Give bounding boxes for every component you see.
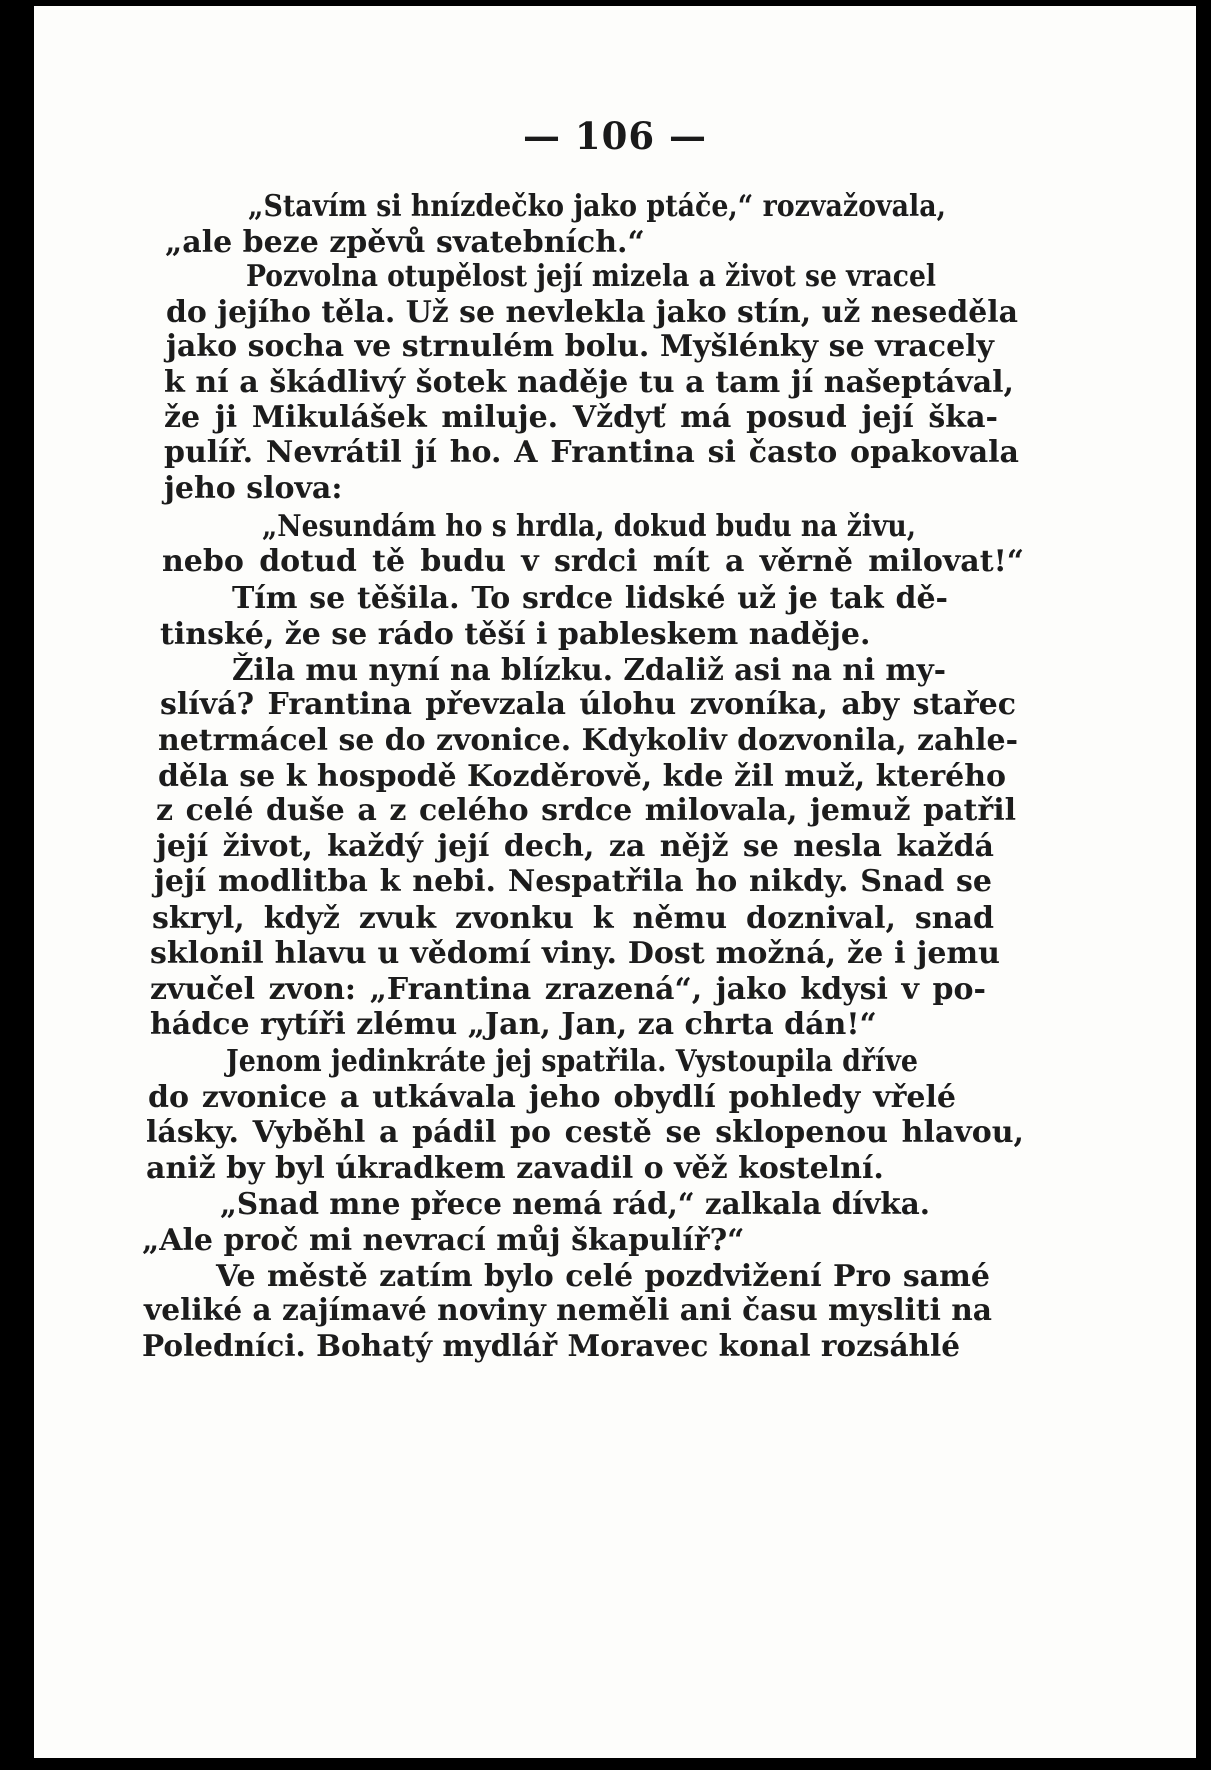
text-line: veliké a zajímavé noviny neměli ani času mysliti na [144,1293,992,1328]
text-line: nebo dotud tě budu v srdci mít a věrně milovat!“ [162,544,1024,579]
scan-edge [1196,0,1211,1770]
text-line: „Ale proč mi nevrací můj škapulíř?“ [142,1223,745,1258]
page-number: — 106 — [523,114,707,158]
text-line: Poledníci. Bohatý mydlář Moravec konal rozsáhlé [142,1329,960,1364]
text-line: že ji Mikulášek miluje. Vždyť má posud její ška- [164,400,998,435]
text-line: „ale beze zpěvů svatebních.“ [165,225,645,260]
text-line: slívá? Frantina převzala úlohu zvoníka, aby stařec [160,687,1016,722]
text-line: „Stavím si hnízdečko jako ptáče,“ rozvažovala, [248,189,946,224]
text-line: do zvonice a utkávala jeho obydlí pohledy vřelé [148,1080,956,1115]
text-line: netrmácel se do zvonice. Kdykoliv dozvonila, zahle- [158,723,1018,758]
text-line: jeho slova: [164,471,343,506]
text-line: zvučel zvon: „Frantina zrazená“, jako kdysi v po- [150,972,986,1007]
text-line: hádce rytíři zlému „Jan, Jan, za chrta dán!“ [150,1007,877,1042]
text-line: aniž by byl úkradkem zavadil o věž kostelní. [146,1151,884,1186]
text-line: pulíř. Nevrátil jí ho. A Frantina si často opakovala [164,435,1019,470]
text-line: z celé duše a z celého srdce milovala, jemuž patřil [156,793,1016,828]
text-line: „Snad mne přece nemá rád,“ zalkala dívka. [220,1187,930,1222]
text-line: její život, každý její dech, za nějž se nesla každá [156,829,994,864]
text-line: k ní a škádlivý šotek naděje tu a tam jí našeptával, [164,365,1014,400]
text-line: jako socha ve strnulém bolu. Myšlénky se vracely [166,329,994,364]
text-line: sklonil hlavu u vědomí viny. Dost možná, že i jemu [150,936,1000,971]
text-line: do jejího těla. Už se nevlekla jako stín, už neseděla [166,295,1018,330]
text-line: Žila mu nyní na blízku. Zdaliž asi na ni my- [232,653,946,688]
book-page [34,6,1196,1758]
text-line: Jenom jedinkráte jej spatřila. Vystoupila dříve [226,1044,918,1079]
text-line: děla se k hospodě Kozděrově, kde žil muž, kterého [158,759,1006,794]
text-line: „Nesundám ho s hrdla, dokud budu na živu, [262,509,916,544]
text-line: lásky. Vyběhl a pádil po cestě se sklopenou hlavou, [146,1115,1024,1150]
text-line: Pozvolna otupělost její mizela a život se vracel [246,259,936,294]
text-line: tinské, že se rádo těší i pableskem naděje. [160,617,871,652]
text-line: Tím se těšila. To srdce lidské už je tak dě- [232,581,948,616]
text-line: její modlitba k nebi. Nespatřila ho nikdy. Snad se [154,864,992,899]
text-line: Ve městě zatím bylo celé pozdvižení Pro samé [216,1259,990,1294]
text-line: skryl, když zvuk zvonku k němu doznival, snad [152,901,994,936]
